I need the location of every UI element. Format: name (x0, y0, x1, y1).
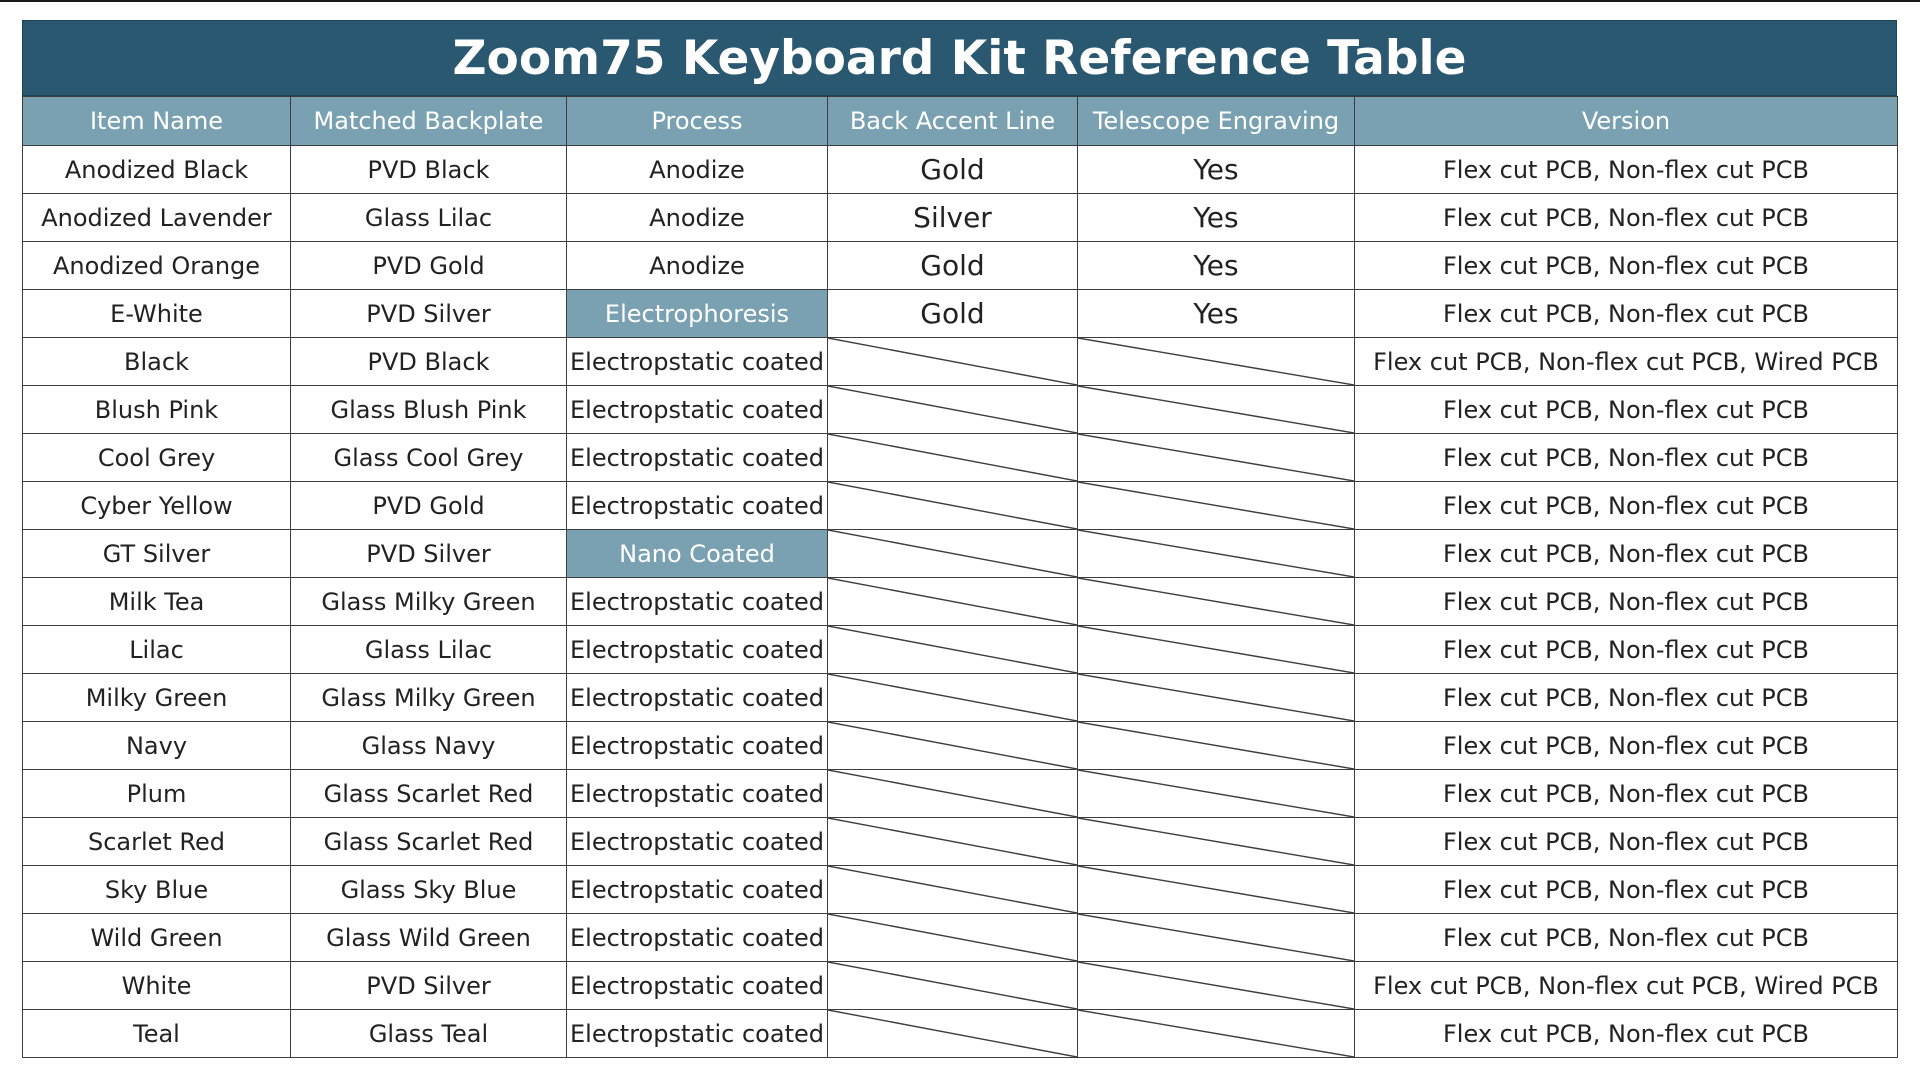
cell-version: Flex cut PCB, Non-flex cut PCB, Wired PCB (1355, 962, 1898, 1010)
cell-process: Anodize (567, 146, 828, 194)
cell-version: Flex cut PCB, Non-flex cut PCB (1355, 146, 1898, 194)
cell-process: Electropstatic coated (567, 722, 828, 770)
cell-item-name: Anodized Lavender (23, 194, 291, 242)
cell-back-accent-line: Silver (828, 194, 1078, 242)
cell-telescope-engraving-empty (1078, 818, 1355, 866)
cell-process: Electropstatic coated (567, 626, 828, 674)
diagonal-strike-icon (1078, 962, 1354, 1009)
table-title: Zoom75 Keyboard Kit Reference Table (22, 20, 1897, 96)
cell-process: Electropstatic coated (567, 866, 828, 914)
cell-back-accent-line: Gold (828, 290, 1078, 338)
cell-item-name: Teal (23, 1010, 291, 1058)
diagonal-strike-icon (828, 866, 1077, 913)
cell-back-accent-line-empty (828, 338, 1078, 386)
table-row (23, 962, 1898, 1010)
table-row (23, 242, 1898, 290)
cell-back-accent-line-empty (828, 722, 1078, 770)
cell-telescope-engraving-empty (1078, 770, 1355, 818)
cell-matched-backplate: Glass Navy (291, 722, 567, 770)
table-row (23, 530, 1898, 578)
diagonal-strike-icon (828, 1010, 1077, 1057)
cell-back-accent-line-empty (828, 578, 1078, 626)
diagonal-strike-icon (828, 578, 1077, 625)
diagonal-strike-icon (828, 722, 1077, 769)
cell-matched-backplate: Glass Milky Green (291, 674, 567, 722)
cell-telescope-engraving: Yes (1078, 194, 1355, 242)
cell-version: Flex cut PCB, Non-flex cut PCB (1355, 482, 1898, 530)
cell-item-name: Anodized Orange (23, 242, 291, 290)
header-version: Version (1355, 97, 1898, 146)
table-row (23, 146, 1898, 194)
cell-matched-backplate: PVD Black (291, 146, 567, 194)
cell-back-accent-line-empty (828, 818, 1078, 866)
cell-version: Flex cut PCB, Non-flex cut PCB (1355, 530, 1898, 578)
table-row (23, 386, 1898, 434)
cell-telescope-engraving: Yes (1078, 290, 1355, 338)
diagonal-strike-icon (1078, 578, 1354, 625)
diagonal-strike-icon (828, 482, 1077, 529)
cell-version: Flex cut PCB, Non-flex cut PCB (1355, 194, 1898, 242)
cell-process: Anodize (567, 194, 828, 242)
diagonal-strike-icon (828, 530, 1077, 577)
diagonal-strike-icon (828, 674, 1077, 721)
diagonal-strike-icon (1078, 386, 1354, 433)
cell-item-name: Black (23, 338, 291, 386)
cell-item-name: White (23, 962, 291, 1010)
reference-sheet (22, 20, 1897, 1058)
header-matched-backplate: Matched Backplate (291, 97, 567, 146)
diagonal-strike-icon (828, 770, 1077, 817)
cell-matched-backplate: PVD Silver (291, 962, 567, 1010)
cell-telescope-engraving-empty (1078, 434, 1355, 482)
diagonal-strike-icon (1078, 818, 1354, 865)
cell-process: Electropstatic coated (567, 386, 828, 434)
cell-version: Flex cut PCB, Non-flex cut PCB (1355, 722, 1898, 770)
table-row (23, 722, 1898, 770)
cell-telescope-engraving-empty (1078, 914, 1355, 962)
cell-back-accent-line-empty (828, 482, 1078, 530)
cell-telescope-engraving: Yes (1078, 146, 1355, 194)
diagonal-strike-icon (1078, 626, 1354, 673)
cell-process: Nano Coated (567, 530, 828, 578)
cell-matched-backplate: PVD Silver (291, 530, 567, 578)
cell-item-name: Plum (23, 770, 291, 818)
table-row (23, 1010, 1898, 1058)
diagonal-strike-icon (828, 338, 1077, 385)
cell-back-accent-line-empty (828, 962, 1078, 1010)
cell-matched-backplate: Glass Cool Grey (291, 434, 567, 482)
cell-matched-backplate: Glass Blush Pink (291, 386, 567, 434)
table-row (23, 434, 1898, 482)
cell-item-name: Blush Pink (23, 386, 291, 434)
cell-process: Anodize (567, 242, 828, 290)
cell-item-name: Navy (23, 722, 291, 770)
diagonal-strike-icon (1078, 482, 1354, 529)
cell-process: Electropstatic coated (567, 578, 828, 626)
cell-version: Flex cut PCB, Non-flex cut PCB (1355, 674, 1898, 722)
cell-telescope-engraving-empty (1078, 386, 1355, 434)
cell-process: Electropstatic coated (567, 914, 828, 962)
cell-process: Electropstatic coated (567, 338, 828, 386)
table-row (23, 770, 1898, 818)
header-telescope-engraving: Telescope Engraving (1078, 97, 1355, 146)
cell-version: Flex cut PCB, Non-flex cut PCB (1355, 770, 1898, 818)
diagonal-strike-icon (1078, 434, 1354, 481)
diagonal-strike-icon (1078, 530, 1354, 577)
cell-item-name: Sky Blue (23, 866, 291, 914)
table-row (23, 674, 1898, 722)
cell-matched-backplate: Glass Lilac (291, 194, 567, 242)
cell-version: Flex cut PCB, Non-flex cut PCB (1355, 386, 1898, 434)
cell-telescope-engraving: Yes (1078, 242, 1355, 290)
cell-process: Electrophoresis (567, 290, 828, 338)
cell-version: Flex cut PCB, Non-flex cut PCB (1355, 578, 1898, 626)
diagonal-strike-icon (828, 386, 1077, 433)
cell-back-accent-line: Gold (828, 242, 1078, 290)
cell-back-accent-line-empty (828, 530, 1078, 578)
table-row (23, 626, 1898, 674)
cell-matched-backplate: Glass Wild Green (291, 914, 567, 962)
diagonal-strike-icon (1078, 674, 1354, 721)
cell-item-name: Milk Tea (23, 578, 291, 626)
cell-matched-backplate: Glass Scarlet Red (291, 770, 567, 818)
cell-process: Electropstatic coated (567, 770, 828, 818)
cell-process: Electropstatic coated (567, 962, 828, 1010)
cell-version: Flex cut PCB, Non-flex cut PCB (1355, 626, 1898, 674)
table-header (23, 97, 1898, 146)
cell-telescope-engraving-empty (1078, 674, 1355, 722)
diagonal-strike-icon (1078, 770, 1354, 817)
diagonal-strike-icon (828, 914, 1077, 961)
cell-back-accent-line-empty (828, 866, 1078, 914)
cell-version: Flex cut PCB, Non-flex cut PCB (1355, 242, 1898, 290)
table-row (23, 914, 1898, 962)
cell-version: Flex cut PCB, Non-flex cut PCB (1355, 1010, 1898, 1058)
table-row (23, 578, 1898, 626)
cell-item-name: Wild Green (23, 914, 291, 962)
cell-process: Electropstatic coated (567, 1010, 828, 1058)
cell-matched-backplate: PVD Black (291, 338, 567, 386)
cell-item-name: Scarlet Red (23, 818, 291, 866)
cell-back-accent-line-empty (828, 386, 1078, 434)
cell-back-accent-line-empty (828, 770, 1078, 818)
cell-back-accent-line-empty (828, 434, 1078, 482)
table-row (23, 866, 1898, 914)
cell-telescope-engraving-empty (1078, 962, 1355, 1010)
cell-item-name: E-White (23, 290, 291, 338)
table-row (23, 194, 1898, 242)
cell-telescope-engraving-empty (1078, 530, 1355, 578)
cell-process: Electropstatic coated (567, 434, 828, 482)
header-process: Process (567, 97, 828, 146)
header-back-accent-line: Back Accent Line (828, 97, 1078, 146)
table-row (23, 818, 1898, 866)
cell-telescope-engraving-empty (1078, 722, 1355, 770)
cell-version: Flex cut PCB, Non-flex cut PCB (1355, 434, 1898, 482)
table-body (23, 146, 1898, 1058)
cell-version: Flex cut PCB, Non-flex cut PCB (1355, 818, 1898, 866)
cell-process: Electropstatic coated (567, 818, 828, 866)
cell-matched-backplate: PVD Silver (291, 290, 567, 338)
cell-back-accent-line-empty (828, 626, 1078, 674)
cell-item-name: GT Silver (23, 530, 291, 578)
table-row (23, 338, 1898, 386)
diagonal-strike-icon (1078, 866, 1354, 913)
cell-back-accent-line: Gold (828, 146, 1078, 194)
cell-item-name: Cool Grey (23, 434, 291, 482)
cell-telescope-engraving-empty (1078, 866, 1355, 914)
cell-version: Flex cut PCB, Non-flex cut PCB (1355, 914, 1898, 962)
cell-matched-backplate: PVD Gold (291, 482, 567, 530)
cell-telescope-engraving-empty (1078, 338, 1355, 386)
cell-version: Flex cut PCB, Non-flex cut PCB, Wired PCB (1355, 338, 1898, 386)
cell-item-name: Cyber Yellow (23, 482, 291, 530)
cell-item-name: Lilac (23, 626, 291, 674)
cell-item-name: Anodized Black (23, 146, 291, 194)
cell-matched-backplate: Glass Sky Blue (291, 866, 567, 914)
cell-back-accent-line-empty (828, 1010, 1078, 1058)
diagonal-strike-icon (828, 434, 1077, 481)
diagonal-strike-icon (1078, 914, 1354, 961)
cell-back-accent-line-empty (828, 914, 1078, 962)
cell-matched-backplate: PVD Gold (291, 242, 567, 290)
table-row (23, 482, 1898, 530)
cell-process: Electropstatic coated (567, 674, 828, 722)
cell-back-accent-line-empty (828, 674, 1078, 722)
diagonal-strike-icon (828, 626, 1077, 673)
cell-telescope-engraving-empty (1078, 1010, 1355, 1058)
cell-matched-backplate: Glass Scarlet Red (291, 818, 567, 866)
cell-matched-backplate: Glass Milky Green (291, 578, 567, 626)
cell-telescope-engraving-empty (1078, 578, 1355, 626)
diagonal-strike-icon (1078, 722, 1354, 769)
reference-table (22, 96, 1898, 1058)
table-row (23, 290, 1898, 338)
cell-item-name: Milky Green (23, 674, 291, 722)
header-row (23, 97, 1898, 146)
cell-matched-backplate: Glass Lilac (291, 626, 567, 674)
cell-version: Flex cut PCB, Non-flex cut PCB (1355, 866, 1898, 914)
header-item-name: Item Name (23, 97, 291, 146)
diagonal-strike-icon (1078, 1010, 1354, 1057)
cell-telescope-engraving-empty (1078, 482, 1355, 530)
diagonal-strike-icon (1078, 338, 1354, 385)
cell-process: Electropstatic coated (567, 482, 828, 530)
diagonal-strike-icon (828, 962, 1077, 1009)
cell-telescope-engraving-empty (1078, 626, 1355, 674)
cell-matched-backplate: Glass Teal (291, 1010, 567, 1058)
diagonal-strike-icon (828, 818, 1077, 865)
cell-version: Flex cut PCB, Non-flex cut PCB (1355, 290, 1898, 338)
top-border-line (0, 0, 1920, 2)
